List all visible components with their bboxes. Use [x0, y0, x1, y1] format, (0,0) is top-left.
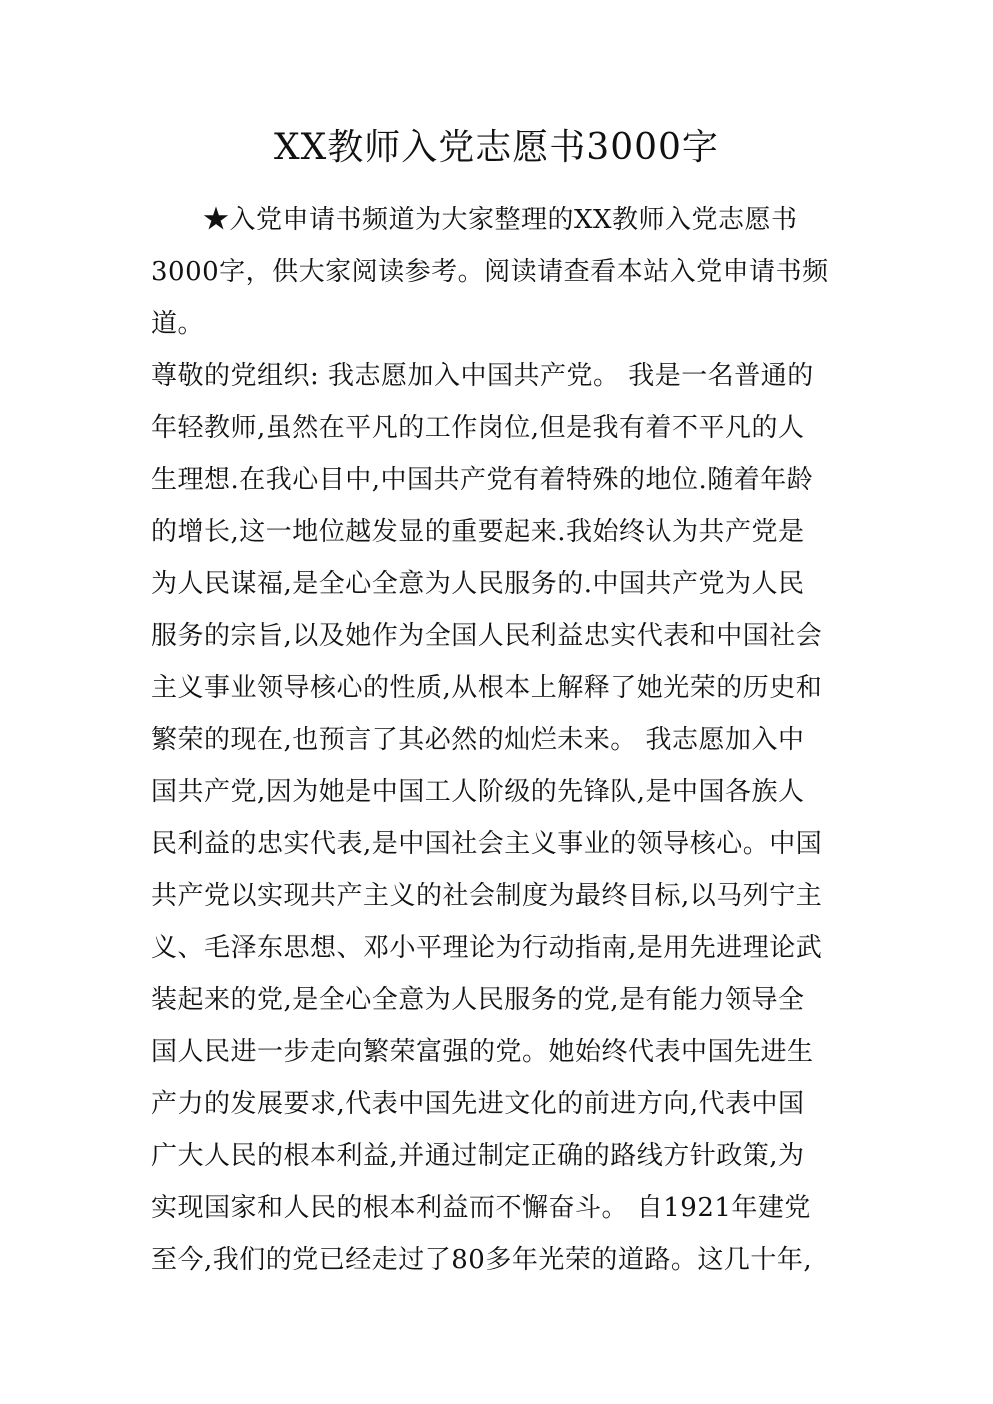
body-line: 共产党以实现共产主义的社会制度为最终目标,以马列宁主	[151, 881, 823, 911]
body-line: 产力的发展要求,代表中国先进文化的前进方向,代表中国	[151, 1089, 805, 1119]
body-line: 年轻教师,虽然在平凡的工作岗位,但是我有着不平凡的人	[151, 413, 805, 443]
body-line: 广大人民的根本利益,并通过制定正确的路线方针政策,为	[151, 1141, 805, 1171]
body-line: 尊敬的党组织: 我志愿加入中国共产党。 我是一名普通的	[151, 361, 814, 391]
body-line: 实现国家和人民的根本利益而不懈奋斗。 自1921年建党	[151, 1193, 811, 1223]
body-line: 主义事业领导核心的性质,从根本上解释了她光荣的历史和	[151, 673, 823, 703]
body-line: 道。	[151, 309, 205, 339]
body-line: 3000字，供大家阅读参考。阅读请查看本站入党申请书频	[151, 257, 829, 287]
body-line: 义、毛泽东思想、邓小平理论为行动指南,是用先进理论武	[151, 933, 823, 963]
body-line: 的增长,这一地位越发显的重要起来.我始终认为共产党是	[151, 517, 805, 547]
body-line: ★入党申请书频道为大家整理的XX教师入党志愿书	[203, 205, 798, 235]
body-line: 为人民谋福,是全心全意为人民服务的.中国共产党为人民	[151, 569, 805, 599]
body-line: 至今,我们的党已经走过了80多年光荣的道路。这几十年,	[151, 1245, 813, 1275]
body-line: 装起来的党,是全心全意为人民服务的党,是有能力领导全	[151, 985, 805, 1015]
body-line: 国人民进一步走向繁荣富强的党。她始终代表中国先进生	[151, 1037, 814, 1067]
body-line: 服务的宗旨,以及她作为全国人民利益忠实代表和中国社会	[151, 621, 823, 651]
body-line: 生理想.在我心目中,中国共产党有着特殊的地位.随着年龄	[151, 465, 814, 495]
document-body	[151, 194, 851, 1286]
body-line: 民利益的忠实代表,是中国社会主义事业的领导核心。中国	[151, 829, 823, 859]
document-title: XX教师入党志愿书3000字	[274, 127, 719, 168]
body-line: 国共产党,因为她是中国工人阶级的先锋队,是中国各族人	[151, 777, 805, 807]
body-line: 繁荣的现在,也预言了其必然的灿烂未来。 我志愿加入中	[151, 725, 805, 755]
